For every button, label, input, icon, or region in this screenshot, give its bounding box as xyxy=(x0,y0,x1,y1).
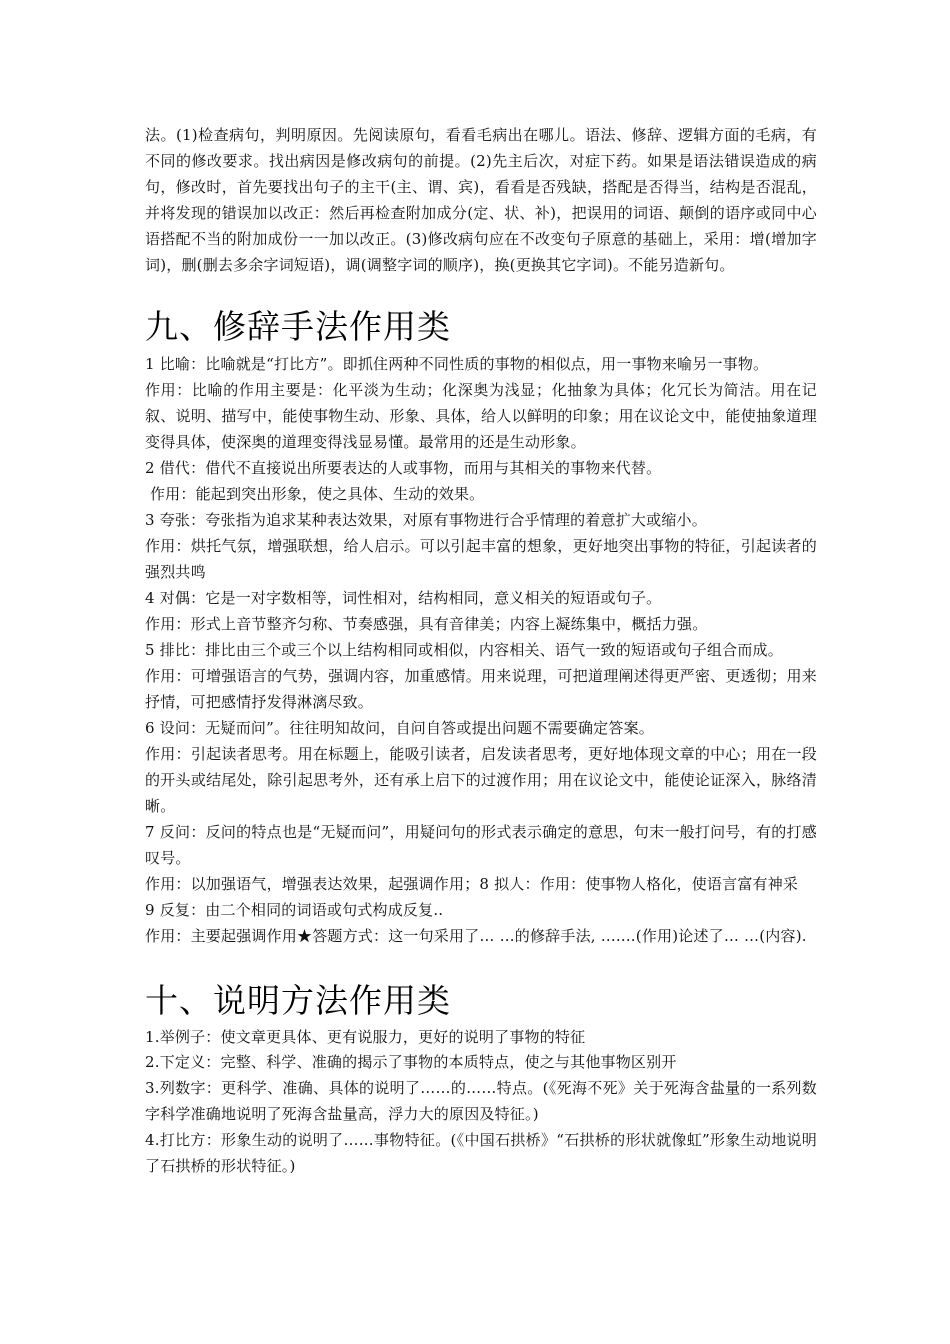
rhetoric-metaphor-definition: 1 比喻：比喻就是“打比方”。即抓住两种不同性质的事物的相似点，用一事物来喻另一事物。 xyxy=(145,355,769,373)
rhetoric-parallelism-function: 作用：可增强语言的气势，强调内容，加重感情。用来说理，可把道理阐述得更严密、更透彻；用来抒情，可把感情抒发得淋漓尽致。 xyxy=(145,667,817,711)
rhetoric-hypophora-function: 作用：引起读者思考。用在标题上，能吸引读者，启发读者思考，更好地体现文章的中心；用在一段的开头或结尾处，除引起思考外，还有承上启下的过渡作用；用在议论文中，能使论证深入，脉络清晰。 xyxy=(145,745,817,815)
section-10-heading: 十、说明方法作用类 xyxy=(145,981,451,1020)
rhetoric-parallelism-definition: 5 排比：排比由三个或三个以上结构相同或相似，内容相关、语气一致的短语或句子组合而成。 xyxy=(145,641,783,659)
rhetoric-rhetorical-question-definition: 7 反问：反问的特点也是“无疑而问”，用疑问句的形式表示确定的意思，句末一般打问号，有的打感叹号。 xyxy=(145,823,817,867)
rhetoric-hypophora-definition: 6 设问：无疑而问”。往往明知故问，自问自答或提出问题不需要确定答案。 xyxy=(145,719,654,737)
rhetoric-metonymy-function: 作用：能起到突出形象，使之具体、生动的效果。 xyxy=(145,485,485,503)
document-body xyxy=(145,122,817,1179)
intro-paragraph: 法。(1)检查病句，判明原因。先阅读原句，看看毛病出在哪儿。语法、修辞、逻辑方面的毛病，有不同的修改要求。找出病因是修改病句的前提。(2)先主后次，对症下药。如果是语法错误造成的病句，修改时，首先要找出句子的主干(主、谓、宾)，看看是否残缺，搭配是否得当，结构是否混乱，并将发现的错误加以改正：然后再检查附加成分(定、状、补)，把误用的词语、颠倒的语序或同中心语搭配不当的附加成份一一加以改正。(3)修改病句应在不改变句子原意的基础上，采用：增(增加字词)，删(删去多余字词短语)，调(调整字词的顺序)，换(更换其它字词)。不能另造新句。 xyxy=(145,126,817,274)
section-9-heading: 九、修辞手法作用类 xyxy=(145,307,451,346)
rhetoric-rhetorical-question-function: 作用：以加强语气，增强表达效果，起强调作用；8 拟人：作用：使事物人格化，使语言富有神采 xyxy=(145,875,799,893)
rhetoric-hyperbole-definition: 3 夸张：夸张指为追求某种表达效果，对原有事物进行合乎情理的着意扩大或缩小。 xyxy=(145,511,707,529)
rhetoric-metonymy-definition: 2 借代：借代不直接说出所要表达的人或事物，而用与其相关的事物来代替。 xyxy=(145,459,662,477)
explanation-numbers-item: 3.列数字：更科学、准确、具体的说明了……的……特点。(《死海不死》关于死海含盐量的一系列数字科学准确地说明了死海含盐量高，浮力大的原因及特征。) xyxy=(145,1079,817,1123)
rhetoric-antithesis-function: 作用：形式上音节整齐匀称、节奏感强，具有音律美；内容上凝练集中，概括力强。 xyxy=(145,615,708,633)
rhetoric-repetition-definition: 9 反复：由二个相同的词语或句式构成反复.. xyxy=(145,901,444,919)
explanation-example-item: 1.举例子：使文章更具体、更有说服力，更好的说明了事物的特征 xyxy=(145,1028,586,1046)
rhetoric-antithesis-definition: 4 对偶：它是一对字数相等，词性相对，结构相同，意义相关的短语或句子。 xyxy=(145,589,662,607)
rhetoric-repetition-function: 作用：主要起强调作用★答题方式：这一句采用了… …的修辞手法, …....(作用)论述了… …(内容). xyxy=(145,927,807,945)
explanation-definition-item: 2.下定义：完整、科学、准确的揭示了事物的本质特点，使之与其他事物区别开 xyxy=(145,1053,677,1071)
rhetoric-metaphor-function: 作用：比喻的作用主要是：化平淡为生动；化深奥为浅显；化抽象为具体；化冗长为简洁。用在记叙、说明、描写中，能使事物生动、形象、具体，给人以鲜明的印象；用在议论文中，能使抽象道理变得具体，使深奥的道理变得浅显易懂。最常用的还是生动形象。 xyxy=(145,381,817,451)
explanation-analogy-item: 4.打比方：形象生动的说明了……事物特征。(《中国石拱桥》“石拱桥的形状就像虹”形象生动地说明了石拱桥的形状特征。) xyxy=(145,1131,817,1175)
rhetoric-hyperbole-function: 作用：烘托气氛，增强联想，给人启示。可以引起丰富的想象，更好地突出事物的特征，引起读者的强烈共鸣 xyxy=(145,537,817,581)
